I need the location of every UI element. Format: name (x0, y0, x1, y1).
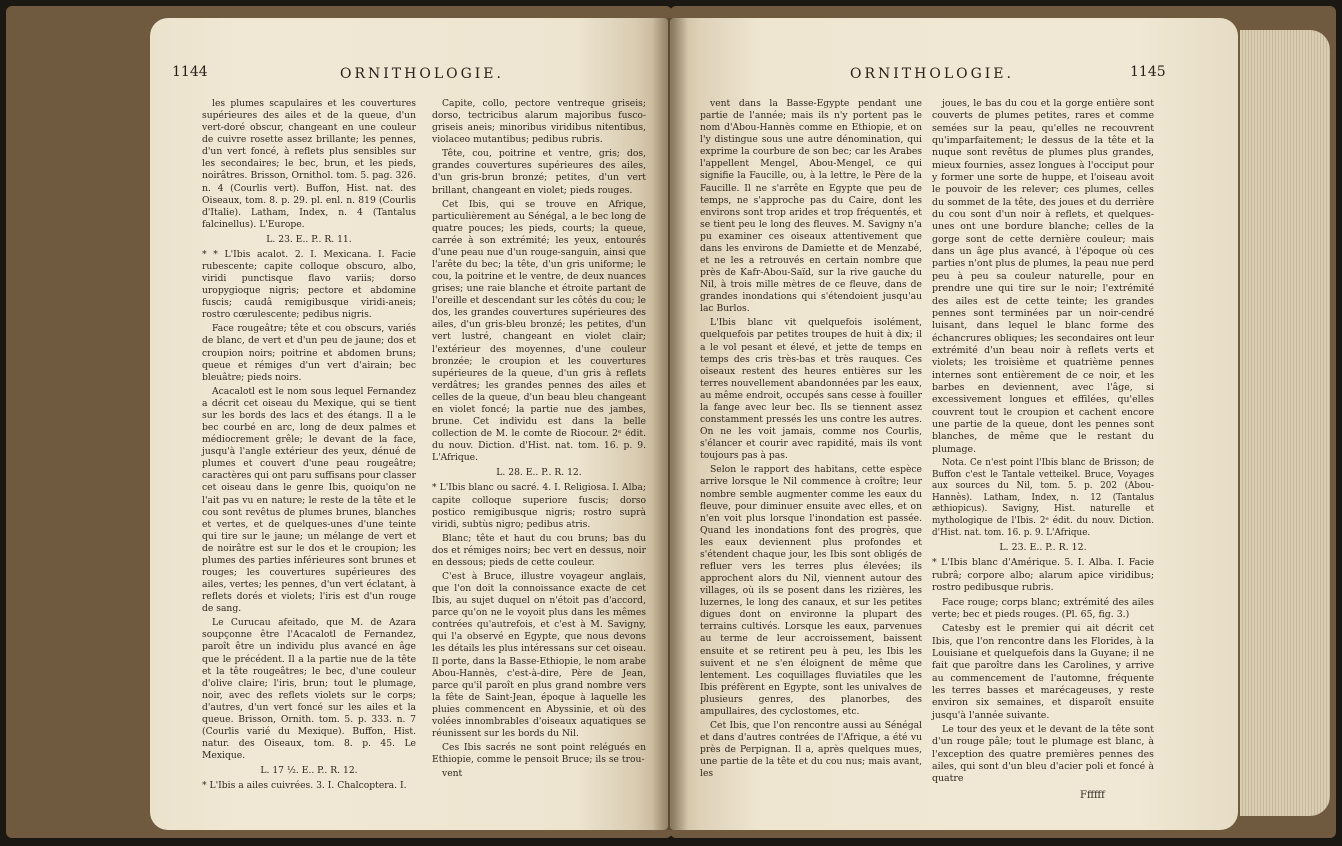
paragraph: Face rouge; corps blanc; extrémité des ailes verte; bec et pieds rouges. (Pl. 65, fig. 3.) (932, 596, 1154, 620)
paragraph: * * L'Ibis acalot. 2. I. Mexicana. I. Facie rubescente; capite colloque obscuro, albo, viridi punctisque flavo variis; dorso uropygioque nigris; pectore et abdomine fuscis; caudâ remigibusque viridi-aneis; rostro cœrulescente; pedibus nigris. (202, 248, 416, 321)
paragraph: L. 23. E.. P.. R. 11. (266, 233, 352, 245)
text-column (202, 98, 416, 794)
signature-mark: Ffffff (1080, 790, 1105, 801)
page-edges (1240, 30, 1330, 816)
paragraph: Catesby est le premier qui ait décrit cet Ibis, que l'on rencontre dans les Florides, à la Louisiane et quelquefois dans la Guyane; il ne fait que paroître dans les Carolines, y arrive au commencement de l'automne, fréquente les terres basses et marécageuses, y reste environ six semaines, et disparoît ensuite jusqu'à l'année suivante. (932, 623, 1154, 721)
paragraph: L. 23. E.. P.. R. 12. (999, 542, 1087, 554)
paragraph: Le Curucau afeitado, que M. de Azara soupçonne être l'Acacalotl de Fernandez, paroît être un individu plus avancé en âge que le précédent. Il a la partie nue de la tête et la tête rougeâtres; le bec, d'une couleur d'olive claire; l'iris, brun; tout le plumage, noir, avec des reflets violets sur le corps; d'autres, d'un vert foncé sur les ailes et la queue. Brisson, Ornith. tom. 5. p. 333. n. 7 (Courlis varié du Mexique). Buffon, Hist. natur. des Oiseaux, tom. 8. p. 45. Le Mexique. (202, 617, 416, 762)
paragraph: vent (442, 768, 463, 780)
running-head: ORNITHOLOGIE. (850, 66, 1014, 82)
paragraph: L. 28. E.. P.. R. 12. (496, 467, 582, 479)
paragraph: joues, le bas du cou et la gorge entière sont couverts de plumes petites, rares et comme semées sur la peau, qu'elles ne recouvrent qu'imparfaitement; le dessus de la tête et la nuque sont revêtus de plumes plus grandes, mieux fournies, assez longues à l'occiput pour y former une sorte de huppe, et l'oiseau avoit le pouvoir de les relever; ces plumes, celles du sommet de la tête, des joues et du derrière du cou sont d'un noir à reflets, et quelques-unes ont une bordure blanche; celles de la gorge sont de cette dernière couleur; mais dans un âge plus avancé, à l'époque où ces parties n'ont plus de plumes, la peau nue perd peu à peu sa couleur naturelle, pour en prendre une qui tire sur le noir; l'extrémité des ailes est de cette teinte; les grandes pennes sont terminées par un noir-cendré luisant, dans lequel le blanc forme des échancrures obliques; les secondaires ont leur extrémité d'un beau noir à reflets verts et violets; les troisième et quatrième pennes internes sont entièrement de ce noir, et les barbes en deviennent, avec l'âge, si excessivement longues et effilées, qu'elles couvrent tout le croupion et cachent encore une partie de la queue, dont les pennes sont blanches, de même que le restant du plumage. (932, 98, 1154, 455)
paragraph: C'est à Bruce, illustre voyageur anglais, que l'on doit la connoissance exacte de cet Ibis, au sujet duquel on n'étoit pas d'accord, parce qu'on ne le voyoit plus dans les mêmes contrées qu'autrefois, et c'est à M. Savigny, qui l'a observé en Egypte, que nous devons les détails les plus intéressans sur cet oiseau. Il porte, dans la Basse-Ethiopie, le nom arabe Abou-Hannès, c'est-à-dire, Père de Jean, parce qu'il paroît en plus grand nombre vers la fête de Saint-Jean, époque à laquelle les pluies commencent en Abyssinie, et où des volées innombrables d'oiseaux aquatiques se réunissent sur les bords du Nil. (432, 570, 646, 739)
paragraph: Ces Ibis sacrés ne sont point relégués en Ethiopie, comme le pensoit Bruce; ils se trou- (432, 742, 646, 766)
page-number: 1145 (1130, 64, 1166, 80)
text-column (700, 98, 922, 782)
paragraph: * L'Ibis a ailes cuivrées. 3. I. Chalcoptera. I. (202, 780, 407, 792)
running-head: ORNITHOLOGIE. (340, 66, 504, 82)
paragraph: L. 17 ½. E.. P.. R. 12. (260, 765, 358, 777)
text-column (932, 98, 1154, 788)
paragraph: Acacalotl est le nom sous lequel Fernandez a décrit cet oiseau du Mexique, qui se tient sur les bords des lacs et des étangs. Il a le bec courbé en arc, long de deux palmes et médiocrement grêle; le devant de la face, jusqu'à l'angle extérieur des yeux, dénué de plumes et couvert d'une peau rougeâtre; caractères qui ont paru suffisans pour classer cet oiseau dans le genre Ibis, quoiqu'on ne l'ait pas vu en nature; le reste de la tête et le cou sont revêtus de plumes brunes, blanches et vertes, et de quelques-unes d'une teinte qui tire sur le jaune; un mélange de vert et de noirâtre est sur le dos et le croupion; les plumes des parties inférieures sont brunes et rouges; les couvertures supérieures des ailes, vertes; les pennes, d'un vert éclatant, à reflets dorés et violets; l'iris est d'un rouge de sang. (202, 385, 416, 615)
book-gutter (652, 18, 688, 830)
right-page (670, 18, 1238, 830)
paragraph: Selon le rapport des habitans, cette espèce arrive lorsque le Nil commence à croître; leur nombre semble augmenter comme les eaux du fleuve, pour diminuer ensuite avec elles, et on n'en voit plus lorsque l'inondation est passée. Quand les inondations font des progrès, que les eaux deviennent plus profondes et s'étendent chaque jour, les Ibis sont obligés de refluer vers les terres plus élevées; ils approchent alors du Nil, viennent autour des villages, où ils se posent dans les rizières, les luzernes, le long des canaux, et sur les petites digues dont on environne la plupart des terrains cultivés. Lorsque les eaux, parvenues au terme de leur accroissement, baissent ensuite et se retirent peu à peu, les Ibis les suivent et ne s'en éloignent de même que lentement. Les coquillages fluviatiles que les Ibis préfèrent en Egypte, sont les univalves de plusieurs genres, des planorbes, des ampullaires, des cyclostomes, etc. (700, 464, 922, 717)
text-column (432, 98, 646, 782)
paragraph: * L'Ibis blanc d'Amérique. 5. I. Alba. I. Facie rubrâ; corpore albo; alarum apice viridibus; rostro pedibusque rubris. (932, 557, 1154, 594)
paragraph: Capite, collo, pectore ventreque griseis; dorso, tectricibus alarum majoribus fusco-griseis aneis; minoribus viridibus nitentibus, violaceo mutantibus; pedibus rubris. (432, 98, 646, 146)
paragraph: Le tour des yeux et le devant de la tête sont d'un rouge pâle; tout le plumage est blanc, à l'exception des quatre premières pennes des ailes, qui sont d'un bleu d'acier poli et foncé à quatre (932, 723, 1154, 785)
paragraph: Blanc; tête et haut du cou bruns; bas du dos et rémiges noirs; bec vert en dessus, noir en dessous; pieds de cette couleur. (432, 532, 646, 568)
page-number: 1144 (172, 64, 208, 80)
paragraph: les plumes scapulaires et les couvertures supérieures des ailes et de la queue, d'un vert-doré obscur, changeant en une couleur de cuivre rosette assez brillante; les pennes, d'un vert foncé, à reflets plus sensibles sur les secondaires; le bec, brun, et les pieds, noirâtres. Brisson, Ornithol. tom. 5. pag. 326. n. 4 (Courlis vert). Buffon, Hist. nat. des Oiseaux, tom. 8. p. 29. pl. enl. n. 819 (Courlis d'Italie). Latham, Index, n. 4 (Tantalus falcinellus). L'Europe. (202, 98, 416, 230)
paragraph: Tête, cou, poitrine et ventre, gris; dos, grandes couvertures supérieures des ailes, d'un gris-brun bronzé; petites, d'un vert brillant, changeant en violet; pieds rouges. (432, 148, 646, 196)
paragraph: Cet Ibis, que l'on rencontre aussi au Sénégal et dans d'autres contrées de l'Afrique, a été vu près de Perpignan. Il a, après quelques mues, une partie de la tête et du cou nus; mais avant, les (700, 719, 922, 780)
paragraph: L'Ibis blanc vit quelquefois isolément, quelquefois par petites troupes de huit à dix; il a le vol pesant et élevé, et jette de temps en temps des cris très-bas et très rauques. Ces oiseaux restent des heures entières sur les terres nouvellement abandonnées par les eaux, au même endroit, occupés sans cesse à fouiller la fange avec leur bec. Ils se tiennent assez constamment pressés les uns contre les autres. On ne les voit jamais, comme nos Courlis, s'élancer et courir avec rapidité, mais ils vont toujours pas à pas. (700, 317, 922, 462)
paragraph: Face rougeâtre; tête et cou obscurs, variés de blanc, de vert et d'un peu de jaune; dos et croupion noirs; poitrine et abdomen bruns; queue et rémiges d'un vert d'airain; bec bleuâtre; pieds noirs. (202, 323, 416, 383)
paragraph: vent dans la Basse-Egypte pendant une partie de l'année; mais ils n'y portent pas le nom d'Abou-Hannès comme en Ethiopie, et on l'y distingue sous une autre dénomination, qui exprime la courbure de son bec; car les Arabes l'appellent Mengel, Abou-Mengel, ce qui signifie la Faucille, ou, à la lettre, le Père de la Faucille. Il ne s'arrête en Egypte que peu de temps, ne s'approche pas du Caire, dont les environs sont trop arides et trop fréquentés, et se tient peu le long des fleuves. M. Savigny n'a pu examiner ces oiseaux attentivement que dans les environs de Damiette et de Menzabé, et ne les a retrouvés en certain nombre que près de Kafr-Abou-Saïd, sur la rive gauche du Nil, à trois mille mètres de ce fleuve, dans de grandes inondations qui s'étendoient jusqu'au lac Burlos. (700, 98, 922, 315)
paragraph: Cet Ibis, qui se trouve en Afrique, particulièrement au Sénégal, a le bec long de quatre pouces; les pieds, courts; la queue, carrée à son extrémité; les yeux, entourés d'une peau nue d'un rouge-sanguin, ainsi que l'arête du bec; la tête, d'un gris uniforme; le cou, la poitrine et le ventre, de deux nuances grises; une raie blanche et étroite partant de l'oreille et descendant sur les côtés du cou; le dos, les grandes couvertures supérieures des ailes, d'un gris-bleu bronzé; les petites, d'un vert lustré, changeant en violet clair; l'extérieur des moyennes, d'une couleur bronzée; le croupion et les couvertures supérieures de la queue, d'un gris à reflets verdâtres; les grandes pennes des ailes et celles de la queue, d'un beau bleu changeant en violet foncé; la partie nue des jambes, brune. Cet individu est dans la belle collection de M. le comte de Riocour. 2ᵉ édit. du nouv. Diction. d'Hist. nat. tom. 16. p. 9. L'Afrique. (432, 198, 646, 464)
paragraph: * L'Ibis blanc ou sacré. 4. I. Religiosa. I. Alba; capite colloque superiore fuscis; dorso postico remigibusque nigris; rostro suprà viridi, subtùs nigro; pedibus atris. (432, 482, 646, 530)
left-page (150, 18, 668, 830)
paragraph: Nota. Ce n'est point l'Ibis blanc de Brisson; de Buffon c'est le Tantale vetteikel. Bruce, Voyages aux sources du Nil, tom. 5. p. 202 (Abou-Hannès). Latham, Index, n. 12 (Tantalus æthiopicus). Savigny, Hist. naturelle et mythologique de l'Ibis. 2ᵉ édit. du nouv. Diction. d'Hist. nat. tom. 16. p. 9. L'Afrique. (932, 457, 1154, 538)
